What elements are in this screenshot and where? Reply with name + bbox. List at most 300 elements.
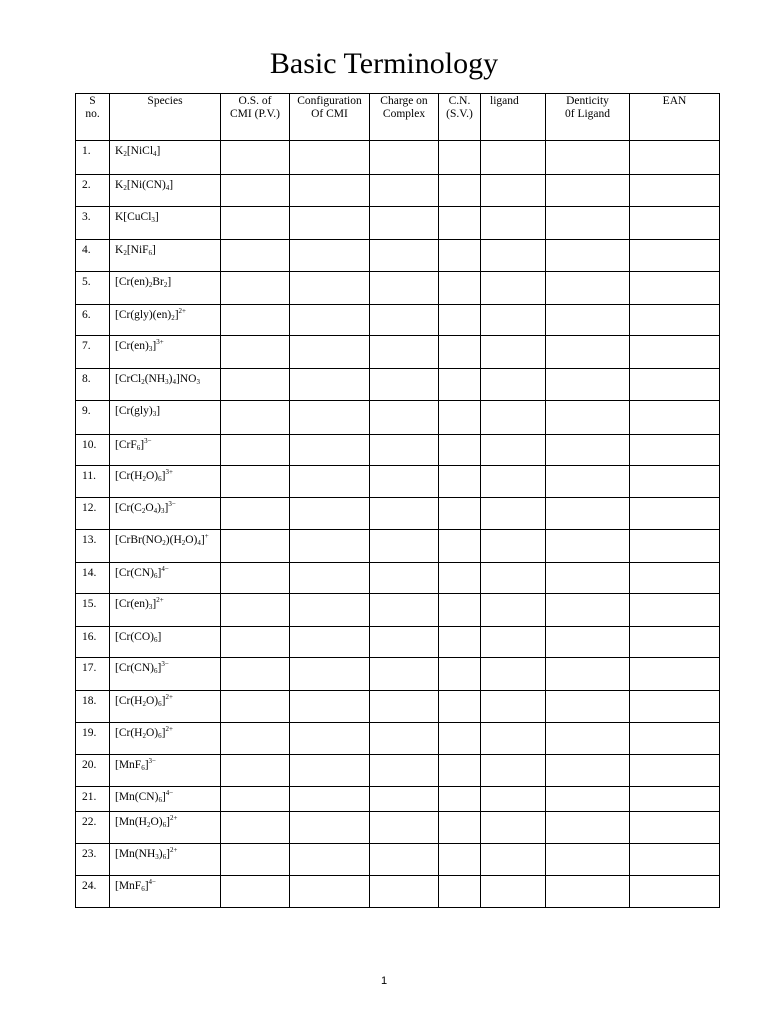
answer-cell [370, 272, 439, 305]
header-line: CMI (P.V.) [230, 108, 280, 120]
answer-cell [221, 498, 290, 530]
formula-part: 2 [123, 249, 127, 257]
header-line: (S.V.) [446, 108, 473, 120]
answer-cell [221, 141, 290, 175]
answer-cell [370, 207, 439, 240]
answer-cell [370, 369, 439, 401]
answer-cell [439, 272, 481, 305]
answer-cell [221, 401, 290, 435]
formula-part: 2 [141, 507, 146, 515]
answer-cell [439, 336, 481, 369]
answer-cell [481, 691, 546, 723]
table-row [76, 401, 720, 435]
formula-part: 2 [181, 539, 186, 547]
formula-part: [Cr(CN) [115, 662, 154, 674]
table-row [76, 175, 720, 207]
formula-part: 2+ [165, 725, 173, 733]
answer-cell [439, 723, 481, 755]
table-row [76, 435, 720, 466]
formula-part: ] [166, 816, 170, 828]
formula-part: [Mn(CN) [115, 791, 159, 803]
formula-part: 4 [197, 539, 201, 547]
formula-part: K[CuCl [115, 211, 152, 223]
serial-number-cell: 14. [76, 563, 110, 594]
answer-cell [370, 401, 439, 435]
answer-cell [221, 530, 290, 563]
table-row [76, 723, 720, 755]
formula-part: 2 [142, 475, 146, 483]
formula-part: [Cr(gly) [115, 405, 153, 417]
col-header-configuration [290, 94, 370, 141]
species-cell [110, 498, 221, 530]
formula-part: [CrF [115, 439, 137, 451]
table-row [76, 530, 720, 563]
answer-cell [290, 594, 370, 627]
formula-part: [NiF [126, 244, 149, 256]
answer-cell [370, 466, 439, 498]
serial-number-cell: 10. [76, 435, 110, 466]
answer-cell [546, 207, 630, 240]
formula-part: + [204, 532, 209, 540]
answer-cell [370, 812, 439, 844]
species-cell [110, 207, 221, 240]
answer-cell [439, 466, 481, 498]
col-header-s-no [76, 94, 110, 141]
formula-part: ) [157, 502, 161, 514]
answer-cell [630, 691, 720, 723]
answer-cell [630, 498, 720, 530]
formula-part: [MnF [115, 759, 142, 771]
answer-cell [439, 305, 481, 336]
formula-part: 3 [196, 378, 200, 386]
answer-cell [546, 812, 630, 844]
answer-cell [481, 240, 546, 272]
answer-cell [546, 627, 630, 658]
serial-number-cell: 2. [76, 175, 110, 207]
page-number: 1 [380, 975, 388, 987]
answer-cell [290, 141, 370, 175]
table-body [76, 141, 720, 908]
answer-cell [630, 812, 720, 844]
formula-part: 6 [158, 475, 162, 483]
answer-cell [630, 658, 720, 691]
answer-cell [546, 563, 630, 594]
formula-part: [Ni(CN) [126, 179, 166, 191]
answer-cell [630, 844, 720, 876]
answer-cell [370, 175, 439, 207]
answer-cell [546, 466, 630, 498]
species-cell [110, 240, 221, 272]
species-cell [110, 175, 221, 207]
species-cell [110, 812, 221, 844]
answer-cell [546, 272, 630, 305]
answer-cell [546, 530, 630, 563]
answer-cell [370, 240, 439, 272]
answer-cell [290, 627, 370, 658]
species-cell [110, 272, 221, 305]
answer-cell [221, 435, 290, 466]
formula-part: 4 [153, 507, 158, 515]
answer-cell [630, 530, 720, 563]
serial-number-cell: 13. [76, 530, 110, 563]
answer-cell [439, 141, 481, 175]
table-row [76, 594, 720, 627]
answer-cell [546, 336, 630, 369]
answer-cell [630, 563, 720, 594]
table-header-row [76, 94, 720, 141]
formula-part: [CrBr(NO [115, 534, 163, 546]
formula-part: [Cr(gly)(en) [115, 309, 172, 321]
answer-cell [221, 844, 290, 876]
answer-cell [370, 305, 439, 336]
formula-part: ] [156, 405, 161, 417]
answer-cell [370, 435, 439, 466]
table-row [76, 755, 720, 787]
table-row [76, 240, 720, 272]
answer-cell [439, 691, 481, 723]
answer-cell [221, 305, 290, 336]
answer-cell [481, 401, 546, 435]
formula-part: 6 [158, 700, 162, 708]
serial-number-cell: 6. [76, 305, 110, 336]
answer-cell [290, 240, 370, 272]
formula-part: 6 [158, 796, 162, 804]
header-line: Complex [382, 108, 426, 120]
species-cell [110, 594, 221, 627]
answer-cell [630, 755, 720, 787]
answer-cell [546, 498, 630, 530]
formula-part: 3− [148, 757, 156, 765]
species-cell [110, 369, 221, 401]
formula-part: 4 [165, 184, 170, 192]
species-cell [110, 627, 221, 658]
answer-cell [439, 563, 481, 594]
answer-cell [221, 563, 290, 594]
formula-part: [Cr(CN) [115, 567, 154, 579]
formula-part: ] [164, 502, 169, 514]
header-line: no. [85, 108, 100, 120]
answer-cell [546, 175, 630, 207]
answer-cell [481, 141, 546, 175]
formula-part: [CrCl [115, 373, 142, 385]
answer-cell [370, 755, 439, 787]
answer-cell [630, 723, 720, 755]
serial-number-cell: 12. [76, 498, 110, 530]
answer-cell [439, 369, 481, 401]
formula-part: 2+ [169, 846, 178, 854]
table-row [76, 844, 720, 876]
formula-part: O [145, 502, 154, 514]
header-line: O.S. of [238, 95, 272, 107]
header-line: Configuration [297, 95, 362, 107]
formula-part: ] [174, 309, 179, 321]
answer-cell [630, 207, 720, 240]
species-cell [110, 435, 221, 466]
answer-cell [439, 207, 481, 240]
species-cell [110, 691, 221, 723]
formula-part: 3 [152, 410, 157, 418]
formula-part: 2 [141, 378, 145, 386]
formula-part: ] [161, 695, 166, 707]
answer-cell [481, 812, 546, 844]
formula-part: 2 [142, 732, 146, 740]
answer-cell [290, 498, 370, 530]
answer-cell [630, 272, 720, 305]
formula-part: ] [157, 631, 162, 643]
table-row [76, 336, 720, 369]
formula-part: [Cr(en) [115, 276, 149, 288]
answer-cell [630, 240, 720, 272]
answer-cell [439, 435, 481, 466]
answer-cell [546, 691, 630, 723]
answer-cell [481, 594, 546, 627]
answer-cell [221, 658, 290, 691]
formula-part: [MnF [115, 880, 142, 892]
answer-cell [630, 466, 720, 498]
answer-cell [290, 305, 370, 336]
answer-cell [221, 336, 290, 369]
header-line: Charge on [380, 95, 428, 107]
table-row [76, 876, 720, 908]
serial-number-cell: 8. [76, 369, 110, 401]
answer-cell [290, 844, 370, 876]
formula-part: 6 [153, 572, 158, 580]
species-cell [110, 336, 221, 369]
formula-part: [Cr(en) [115, 598, 149, 610]
answer-cell [370, 787, 439, 812]
answer-cell [546, 594, 630, 627]
answer-cell [370, 498, 439, 530]
formula-part: 2 [148, 281, 153, 289]
serial-number-cell: 4. [76, 240, 110, 272]
formula-part: 2 [146, 821, 151, 829]
formula-part: 6 [158, 732, 162, 740]
header-line: 0f Ligand [564, 108, 611, 120]
formula-part: [Cr(CO) [115, 631, 154, 643]
answer-cell [630, 435, 720, 466]
serial-number-cell: 21. [76, 787, 110, 812]
answer-cell [439, 787, 481, 812]
species-cell [110, 563, 221, 594]
answer-cell [630, 305, 720, 336]
formula-part: 3− [144, 437, 152, 445]
col-header-oxidation-state [221, 94, 290, 141]
formula-part: [Cr(en) [115, 340, 149, 352]
col-header-charge [370, 94, 439, 141]
answer-cell [221, 369, 290, 401]
serial-number-cell: 5. [76, 272, 110, 305]
species-cell [110, 466, 221, 498]
serial-number-cell: 1. [76, 141, 110, 175]
serial-number-cell: 15. [76, 594, 110, 627]
answer-cell [546, 876, 630, 908]
formula-part: 6 [153, 636, 158, 644]
answer-cell [481, 627, 546, 658]
formula-part: O) [145, 695, 159, 707]
answer-cell [290, 723, 370, 755]
formula-part: 2+ [156, 596, 164, 604]
header-line: ligand [490, 95, 519, 107]
serial-number-cell: 11. [76, 466, 110, 498]
serial-number-cell: 3. [76, 207, 110, 240]
answer-cell [290, 401, 370, 435]
col-header-coordination-number [439, 94, 481, 141]
formula-part: 6 [162, 853, 167, 861]
formula-part: 2+ [165, 693, 173, 701]
answer-cell [221, 594, 290, 627]
table-row [76, 272, 720, 305]
formula-part: O) [185, 534, 198, 546]
formula-part: O) [150, 816, 163, 828]
species-cell [110, 787, 221, 812]
answer-cell [481, 305, 546, 336]
formula-part: 2 [162, 539, 166, 547]
serial-number-cell: 19. [76, 723, 110, 755]
answer-cell [221, 627, 290, 658]
formula-part: 2 [123, 150, 127, 158]
answer-cell [370, 876, 439, 908]
formula-part: ) [158, 848, 163, 860]
formula-part: ] [167, 276, 172, 288]
col-header-ean [630, 94, 720, 141]
species-cell [110, 876, 221, 908]
answer-cell [439, 240, 481, 272]
formula-part: [Cr(H [115, 695, 143, 707]
table-row [76, 141, 720, 175]
answer-cell [481, 876, 546, 908]
header-line: EAN [662, 95, 687, 107]
formula-part: K [115, 179, 124, 191]
formula-part: ] [156, 145, 161, 157]
answer-cell [221, 755, 290, 787]
answer-cell [481, 175, 546, 207]
answer-cell [439, 755, 481, 787]
answer-cell [546, 435, 630, 466]
formula-part: [Cr(H [115, 470, 143, 482]
formula-part: ] [152, 244, 156, 256]
table-row [76, 466, 720, 498]
answer-cell [370, 594, 439, 627]
page-title: Basic Terminology [269, 47, 499, 80]
col-header-ligand [481, 94, 546, 141]
formula-part: 4− [148, 878, 156, 886]
answer-cell [290, 563, 370, 594]
serial-number-cell: 18. [76, 691, 110, 723]
answer-cell [481, 336, 546, 369]
answer-cell [290, 336, 370, 369]
table-row [76, 691, 720, 723]
formula-part: ] [169, 179, 174, 191]
answer-cell [439, 175, 481, 207]
serial-number-cell: 24. [76, 876, 110, 908]
species-cell [110, 658, 221, 691]
answer-cell [439, 498, 481, 530]
formula-part: 3 [148, 345, 153, 353]
species-cell [110, 305, 221, 336]
answer-cell [630, 594, 720, 627]
formula-part: 2+ [178, 307, 186, 315]
formula-part: 6 [141, 885, 145, 893]
answer-cell [290, 658, 370, 691]
formula-part: ] [161, 791, 166, 803]
header-line: C.N. [448, 95, 471, 107]
header-line: Denticity [566, 95, 609, 107]
table-row [76, 207, 720, 240]
answer-cell [546, 240, 630, 272]
formula-part: 4 [153, 150, 157, 158]
serial-number-cell: 23. [76, 844, 110, 876]
answer-cell [630, 336, 720, 369]
formula-part: )(H [165, 534, 182, 546]
species-cell [110, 401, 221, 435]
serial-number-cell: 7. [76, 336, 110, 369]
col-header-species [110, 94, 221, 141]
table-row [76, 658, 720, 691]
answer-cell [481, 498, 546, 530]
answer-cell [290, 435, 370, 466]
formula-part: 3+ [165, 468, 173, 476]
formula-part: ] [200, 534, 205, 546]
answer-cell [546, 787, 630, 812]
answer-cell [221, 876, 290, 908]
answer-cell [481, 369, 546, 401]
table-row [76, 305, 720, 336]
answer-cell [630, 141, 720, 175]
answer-cell [290, 812, 370, 844]
formula-part: K [115, 244, 124, 256]
formula-part: O) [145, 727, 159, 739]
formula-part: 2 [171, 314, 175, 322]
formula-part: 2 [123, 184, 127, 192]
formula-part: ] [144, 880, 149, 892]
table-row [76, 498, 720, 530]
answer-cell [546, 723, 630, 755]
answer-cell [370, 530, 439, 563]
answer-cell [439, 530, 481, 563]
serial-number-cell: 20. [76, 755, 110, 787]
answer-cell [630, 627, 720, 658]
answer-cell [481, 723, 546, 755]
answer-cell [481, 207, 546, 240]
table-row [76, 627, 720, 658]
answer-cell [630, 787, 720, 812]
formula-part: 3 [165, 378, 169, 386]
formula-part: O) [145, 470, 159, 482]
formula-part: ] [161, 727, 166, 739]
answer-cell [370, 658, 439, 691]
formula-part: ] [154, 211, 159, 223]
formula-part: ] [152, 598, 157, 610]
formula-part: 3+ [156, 338, 164, 346]
species-cell [110, 844, 221, 876]
answer-cell [439, 627, 481, 658]
formula-part: ] [166, 848, 170, 860]
species-cell [110, 530, 221, 563]
formula-part: 6 [148, 249, 153, 257]
formula-part: ] [144, 759, 149, 771]
table-row [76, 369, 720, 401]
formula-part: 6 [153, 667, 158, 675]
answer-cell [370, 691, 439, 723]
formula-part: ] [157, 567, 162, 579]
serial-number-cell: 9. [76, 401, 110, 435]
serial-number-cell: 22. [76, 812, 110, 844]
answer-cell [290, 787, 370, 812]
species-cell [110, 755, 221, 787]
answer-cell [290, 466, 370, 498]
species-cell [110, 723, 221, 755]
answer-cell [221, 812, 290, 844]
